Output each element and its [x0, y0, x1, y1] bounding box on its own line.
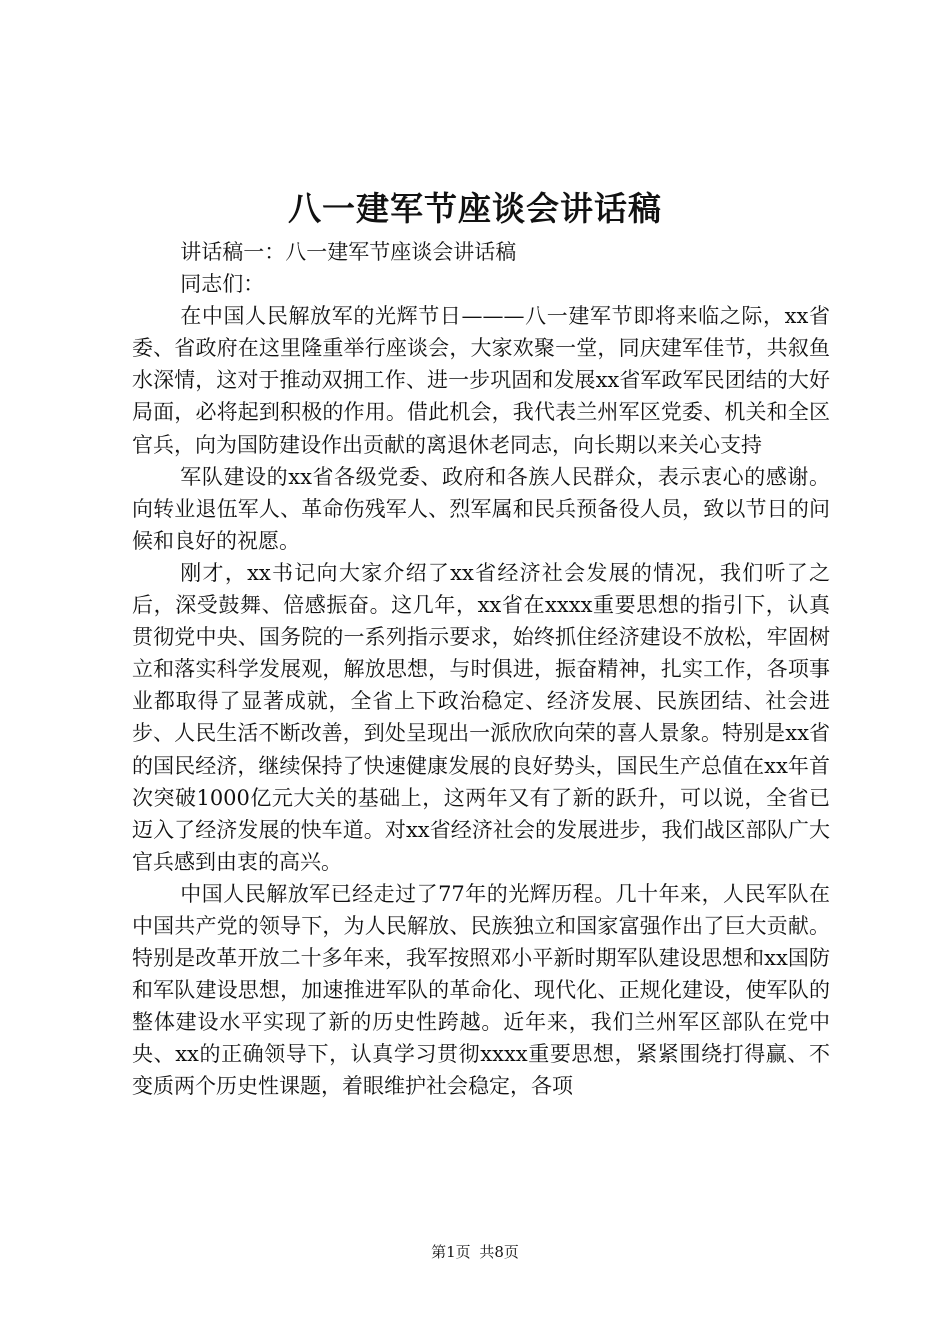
document-title: 八一建军节座谈会讲话稿 [288, 189, 662, 228]
paragraph-subtitle: 讲话稿一：八一建军节座谈会讲话稿 [180, 240, 517, 264]
page-total: 共8页 [479, 1243, 519, 1261]
document-body [132, 236, 830, 1103]
paragraph: 在中国人民解放军的光辉节日———八一建军节即将来临之际，xx省委、省政府在这里隆重举行座谈会，大家欢聚一堂，同庆建军佳节，共叙鱼水深情，这对于推动双拥工作、进一步巩固和发展xx省军政军民团结的大好局面，必将起到积极的作用。借此机会，我代表兰州军区党委、机关和全区官兵，向为国防建设作出贡献的离退休老同志，向长期以来关心支持 [132, 304, 830, 457]
paragraph: 军队建设的xx省各级党委、政府和各族人民群众，表示衷心的感谢。向转业退伍军人、革命伤残军人、烈军属和民兵预备役人员，致以节日的问候和良好的祝愿。 [132, 464, 830, 553]
page-number: 第1页 [431, 1243, 471, 1261]
paragraph: 刚才，xx书记向大家介绍了xx省经济社会发展的情况，我们听了之后，深受鼓舞、倍感振奋。这几年，xx省在xxxx重要思想的指引下，认真贯彻党中央、国务院的一系列指示要求，始终抓住经济建设不放松，牢固树立和落实科学发展观，解放思想，与时俱进，振奋精神，扎实工作，各项事业都取得了显著成就，全省上下政治稳定、经济发展、民族团结、社会进步、人民生活不断改善，到处呈现出一派欣欣向荣的喜人景象。特别是xx省的国民经济，继续保持了快速健康发展的良好势头，国民生产总值在xx年首次突破1000亿元大关的基础上，这两年又有了新的跃升，可以说，全省已迈入了经济发展的快车道。对xx省经济社会的发展进步，我们战区部队广大官兵感到由衷的高兴。 [132, 560, 830, 874]
page-footer [0, 1242, 950, 1262]
paragraph: 中国人民解放军已经走过了77年的光辉历程。几十年来，人民军队在中国共产党的领导下，为人民解放、民族独立和国家富强作出了巨大贡献。特别是改革开放二十多年来，我军按照邓小平新时期军队建设思想和xx国防和军队建设思想，加速推进军队的革命化、现代化、正规化建设，使军队的整体建设水平实现了新的历史性跨越。近年来，我们兰州军区部队在党中央、xx的正确领导下，认真学习贯彻xxxx重要思想，紧紧围绕打得赢、不变质两个历史性课题，着眼维护社会稳定，各项 [132, 881, 830, 1099]
paragraph-salutation: 同志们： [180, 272, 265, 297]
